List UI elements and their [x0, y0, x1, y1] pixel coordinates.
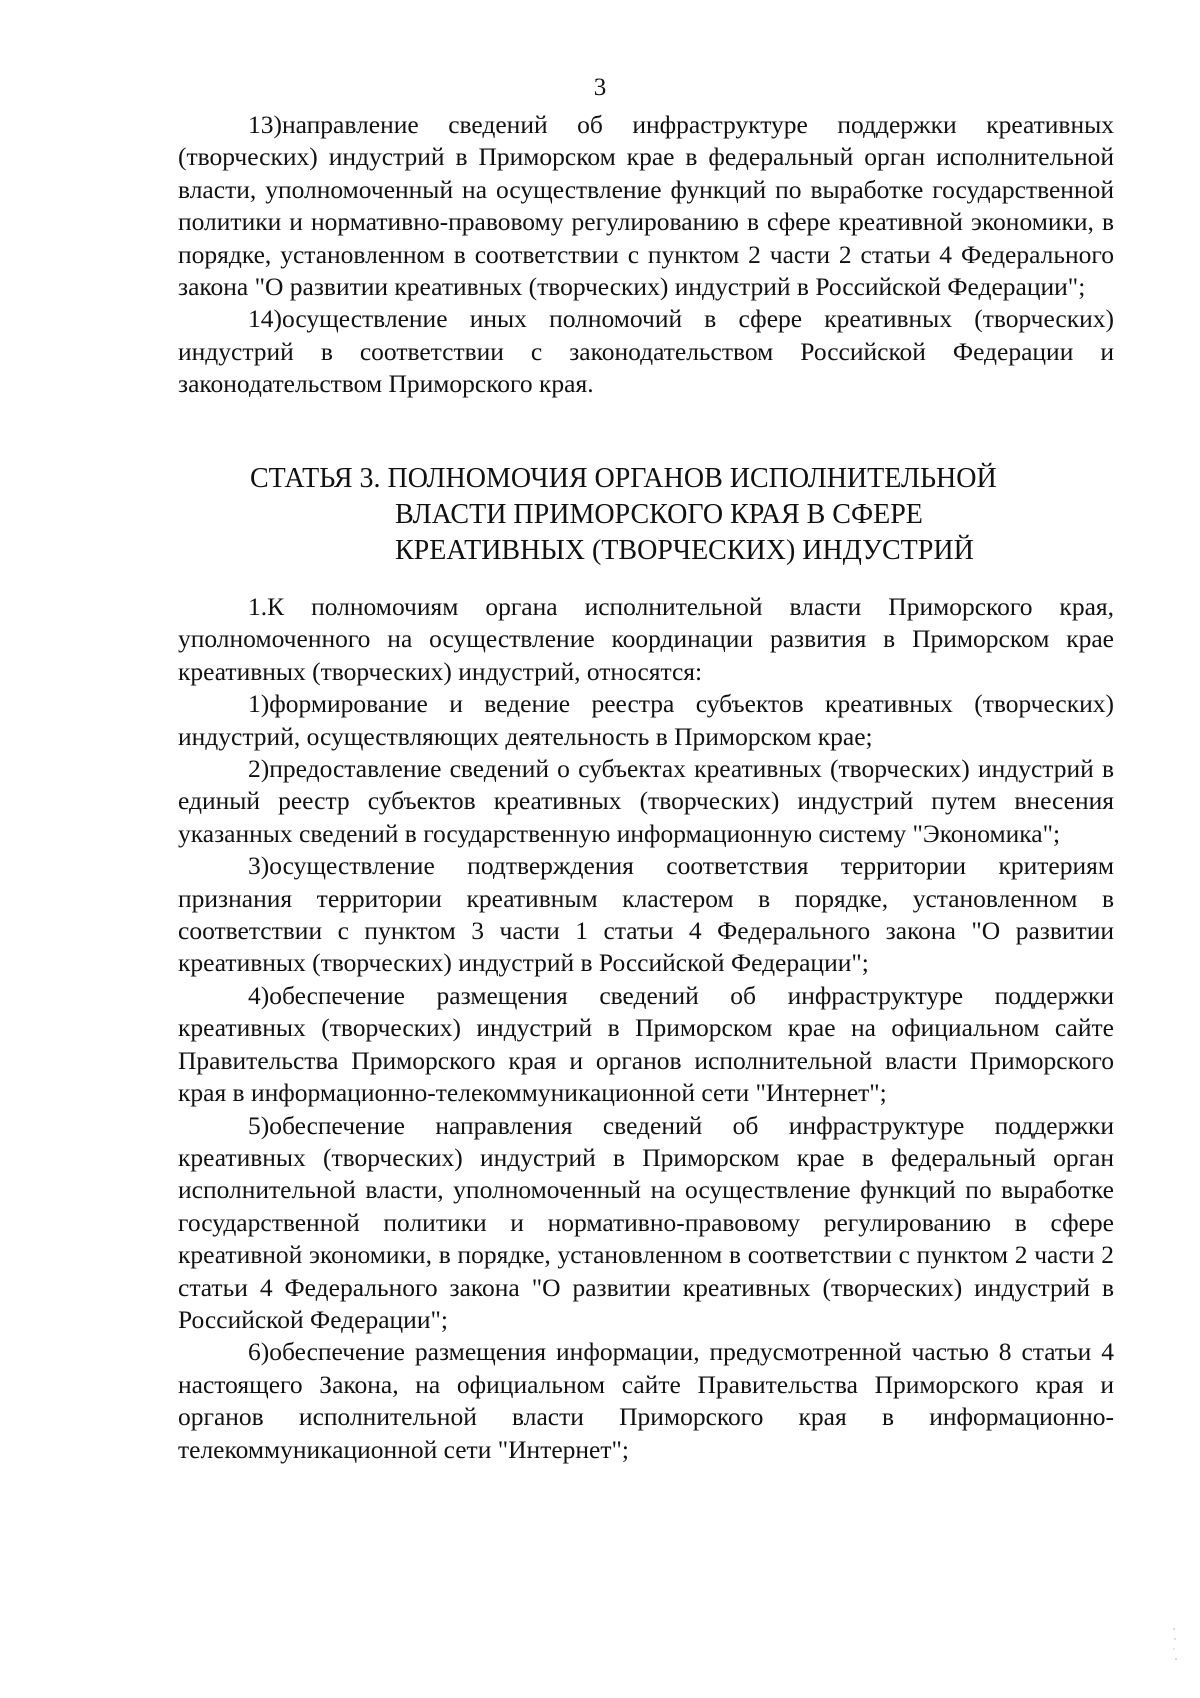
page-number: 3	[593, 74, 607, 101]
list-item: 5)обеспечение направления сведений об инфраструктуре поддержки креативных (творческих) индустрий в Приморском крае в федеральный орган исполнительной власти, уполномоченный на осуществление функций по выработке государственной политики и нормативно-правовому регулированию в сфере креативной экономики, в порядке, установленном в соответствии с пунктом 2 части 2 статьи 4 Федерального закона "О развитии креативных (творческих) индустрий в Российской Федерации";	[178, 1110, 1114, 1334]
article-heading	[250, 461, 1130, 569]
list-item: 3)осуществление подтверждения соответствия территории критериям признания территории креативным кластером в порядке, установленном в соответствии с пунктом 3 части 1 статьи 4 Федерального закона "О развитии креативных (творческих) индустрий в Российской Федерации";	[178, 851, 1114, 978]
article-paragraph: 1.К полномочиям органа исполнительной власти Приморского края, уполномоченного на осуществление координации развития в Приморском крае креативных (творческих) индустрий, относятся:	[178, 592, 1114, 686]
previous-article-items	[178, 109, 1114, 401]
article-body	[178, 591, 1114, 1466]
list-item: 4)обеспечение размещения сведений об инфраструктуре поддержки креативных (творческих) индустрий в Приморском крае на официальном сайте Правительства Приморского края и органов исполнительной власти Приморского края в информационно-телекоммуникационной сети "Интернет";	[178, 980, 1114, 1108]
scan-artifact-mark	[1172, 1625, 1178, 1665]
article-heading-line: КРЕАТИВНЫХ (ТВОРЧЕСКИХ) ИНДУСТРИЙ	[395, 535, 974, 566]
list-item: 2)предоставление сведений о субъектах креативных (творческих) индустрий в единый реестр субъектов креативных (творческих) индустрий путем внесения указанных сведений в государственную информационную систему "Экономика";	[178, 754, 1114, 848]
list-item: 1)формирование и ведение реестра субъектов креативных (творческих) индустрий, осуществляющих деятельность в Приморском крае;	[178, 689, 1114, 751]
list-item: 14)осуществление иных полномочий в сфере креативных (творческих) индустрий в соответствии с законодательством Российской Федерации и законодательством Приморского края.	[178, 304, 1114, 399]
article-heading-line: СТАТЬЯ 3. ПОЛНОМОЧИЯ ОРГАНОВ ИСПОЛНИТЕЛЬНОЙ	[250, 463, 997, 494]
article-heading-line: ВЛАСТИ ПРИМОРСКОГО КРАЯ В СФЕРЕ	[395, 499, 923, 530]
list-item: 13)направление сведений об инфраструктуре поддержки креативных (творческих) индустрий в Приморском крае в федеральный орган исполнительной власти, уполномоченный на осуществление функций по выработке государственной политики и нормативно-правовому регулированию в сфере креативной экономики, в порядке, установленном в соответствии с пунктом 2 части 2 статьи 4 Федерального закона "О развитии креативных (творческих) индустрий в Российской Федерации";	[178, 110, 1114, 302]
list-item: 6)обеспечение размещения информации, предусмотренной частью 8 статьи 4 настоящего Закона, на официальном сайте Правительства Приморского края и органов исполнительной власти Приморского края в информационно-телекоммуникационной сети "Интернет";	[178, 1337, 1114, 1464]
